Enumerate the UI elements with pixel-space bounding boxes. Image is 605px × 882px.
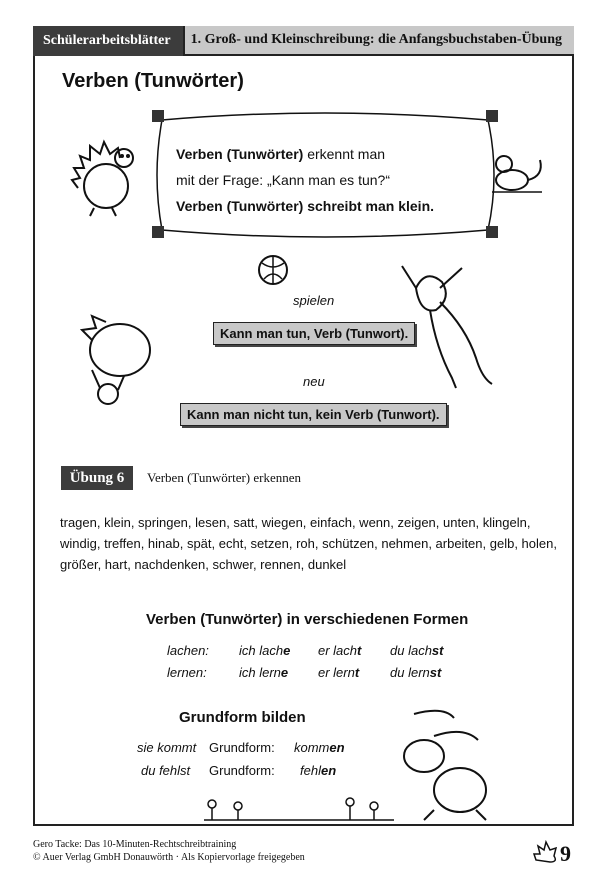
grundform-form-1: sie kommt	[137, 740, 197, 755]
page-title: Verben (Tunwörter)	[62, 70, 244, 92]
page-number: 9	[560, 841, 571, 866]
exercise-label: Übung 6	[61, 466, 133, 490]
chapter-title: 1. Groß- und Kleinschreibung: die Anfangsbuchstaben-Übung	[185, 26, 574, 56]
forms-du-1: du lachst	[390, 643, 444, 658]
exercise-description: Verben (Tunwörter) erkennen	[147, 470, 302, 485]
forms-ich-1: ich lache	[239, 643, 291, 658]
grundform-label-2: Grundform:	[209, 763, 275, 778]
hedgehog-illustration	[68, 128, 148, 218]
footer-line-2: © Auer Verlag GmbH Donauwörth · Als Kopiervorlage freigegeben	[33, 852, 305, 863]
rule-line-1: Verben (Tunwörter) erkennt man	[176, 146, 386, 162]
mouse-illustration	[488, 150, 550, 200]
example-word-2: neu	[303, 374, 325, 389]
hedgehog-ball-illustration	[62, 300, 162, 418]
rule-line-3: Verben (Tunwörter) schreibt man klein.	[176, 198, 435, 214]
example-word-1: spielen	[293, 293, 335, 308]
forms-infinitive-2: lernen:	[167, 665, 207, 680]
page-header	[33, 26, 574, 56]
flowers-decoration	[204, 796, 394, 822]
example-answer-1: Kann man tun, Verb (Tunwort).	[213, 322, 415, 345]
grundform-answer-1: kommen	[294, 740, 345, 755]
grundform-answer-2: fehlen	[300, 763, 337, 778]
forms-er-2: er lernt	[318, 665, 360, 680]
grundform-title: Grundform bilden	[179, 709, 306, 726]
hedgehog-logo	[532, 838, 560, 866]
rabbit-illustration	[394, 706, 504, 824]
example-answer-2: Kann man nicht tun, kein Verb (Tunwort).	[180, 403, 447, 426]
footer-credits	[33, 838, 305, 864]
forms-infinitive-1: lachen:	[167, 643, 209, 658]
forms-title: Verben (Tunwörter) in verschiedenen Formen	[146, 611, 469, 628]
rule-line-2: mit der Frage: „Kann man es tun?“	[176, 172, 390, 188]
footer-line-1: Gero Tacke: Das 10-Minuten-Rechtschreibtraining	[33, 839, 237, 850]
grundform-label-1: Grundform:	[209, 740, 275, 755]
forms-er-1: er lacht	[318, 643, 362, 658]
frog-illustration	[396, 258, 526, 398]
grundform-form-2: du fehlst	[141, 763, 191, 778]
ball-illustration	[256, 253, 290, 287]
forms-du-2: du lernst	[390, 665, 442, 680]
series-label: Schülerarbeitsblätter	[33, 26, 185, 56]
rule-text	[176, 141, 434, 219]
forms-ich-2: ich lerne	[239, 665, 289, 680]
exercise-word-list: tragen, klein, springen, lesen, satt, wiegen, einfach, wenn, zeigen, unten, klingeln, windig, treffen, hinab, spät, echt, setzen, roh, schützen, nehmen, arbeiten, gelb, holen, größer, hart, nachdenken, schwer, rennen, dunkel	[60, 515, 557, 572]
